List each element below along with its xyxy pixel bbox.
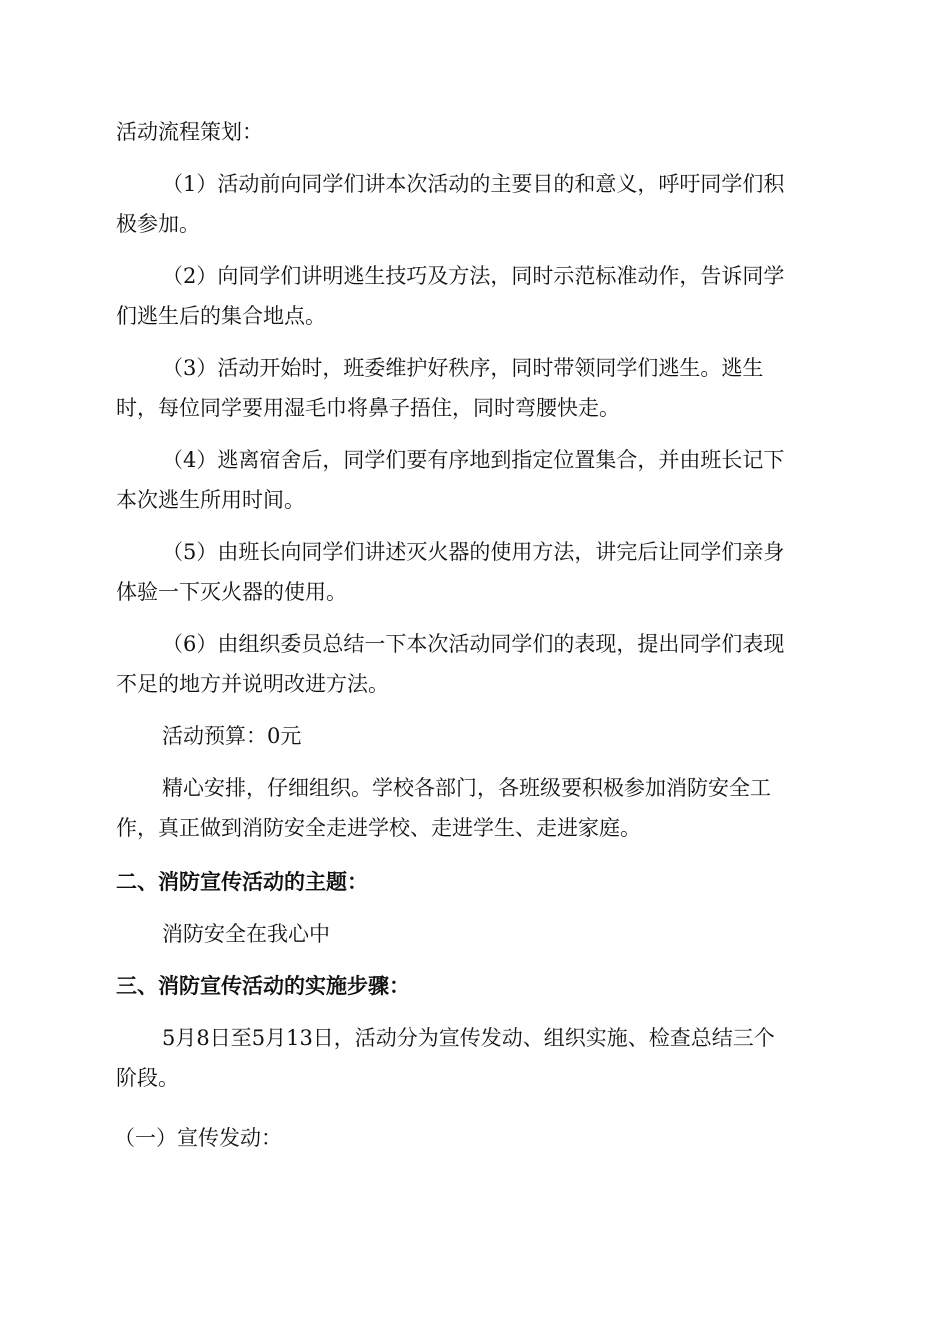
step-3-line-2: 时，每位同学要用湿毛巾将鼻子捂住，同时弯腰快走。 xyxy=(116,396,620,420)
step-3 xyxy=(116,348,828,428)
step-2 xyxy=(116,256,828,336)
care-paragraph xyxy=(116,768,828,848)
section-3-heading: 三、消防宣传活动的实施步骤： xyxy=(116,973,410,998)
step-6-line-1: （6）由组织委员总结一下本次活动同学们的表现，提出同学们表现 xyxy=(162,632,785,656)
step-5-line-2: 体验一下灭火器的使用。 xyxy=(116,580,347,604)
step-6-line-2: 不足的地方并说明改进方法。 xyxy=(116,672,389,696)
step-1-line-1: （1）活动前向同学们讲本次活动的主要目的和意义，呼吁同学们积 xyxy=(162,172,785,196)
step-6 xyxy=(116,624,828,704)
step-4-line-1: （4）逃离宿舍后，同学们要有序地到指定位置集合，并由班长记下 xyxy=(162,448,785,472)
step-2-line-1: （2）向同学们讲明逃生技巧及方法，同时示范标准动作，告诉同学 xyxy=(162,264,785,288)
step-1-line-2: 极参加。 xyxy=(116,212,200,236)
section-2-text: 消防安全在我心中 xyxy=(162,922,330,946)
care-line-1: 精心安排，仔细组织。学校各部门，各班级要积极参加消防安全工 xyxy=(162,776,771,800)
step-2-line-2: 们逃生后的集合地点。 xyxy=(116,304,326,328)
step-3-line-1: （3）活动开始时，班委维护好秩序，同时带领同学们逃生。逃生 xyxy=(162,356,764,380)
subsection-1-heading: （一）宣传发动： xyxy=(114,1126,282,1150)
step-4-line-2: 本次逃生所用时间。 xyxy=(116,488,305,512)
step-5 xyxy=(116,532,828,612)
step-4 xyxy=(116,440,828,520)
section-3-line-2: 阶段。 xyxy=(116,1066,179,1090)
step-5-line-1: （5）由班长向同学们讲述灭火器的使用方法，讲完后让同学们亲身 xyxy=(162,540,785,564)
section-2-heading: 二、消防宣传活动的主题： xyxy=(116,869,368,894)
step-1 xyxy=(116,164,828,244)
flow-heading: 活动流程策划： xyxy=(116,120,263,144)
care-line-2: 作，真正做到消防安全走进学校、走进学生、走进家庭。 xyxy=(116,816,641,840)
section-3-line-1: 5月8日至5月13日，活动分为宣传发动、组织实施、检查总结三个 xyxy=(162,1026,775,1050)
section-3-text xyxy=(116,1018,828,1098)
budget-line: 活动预算：0元 xyxy=(162,724,302,748)
